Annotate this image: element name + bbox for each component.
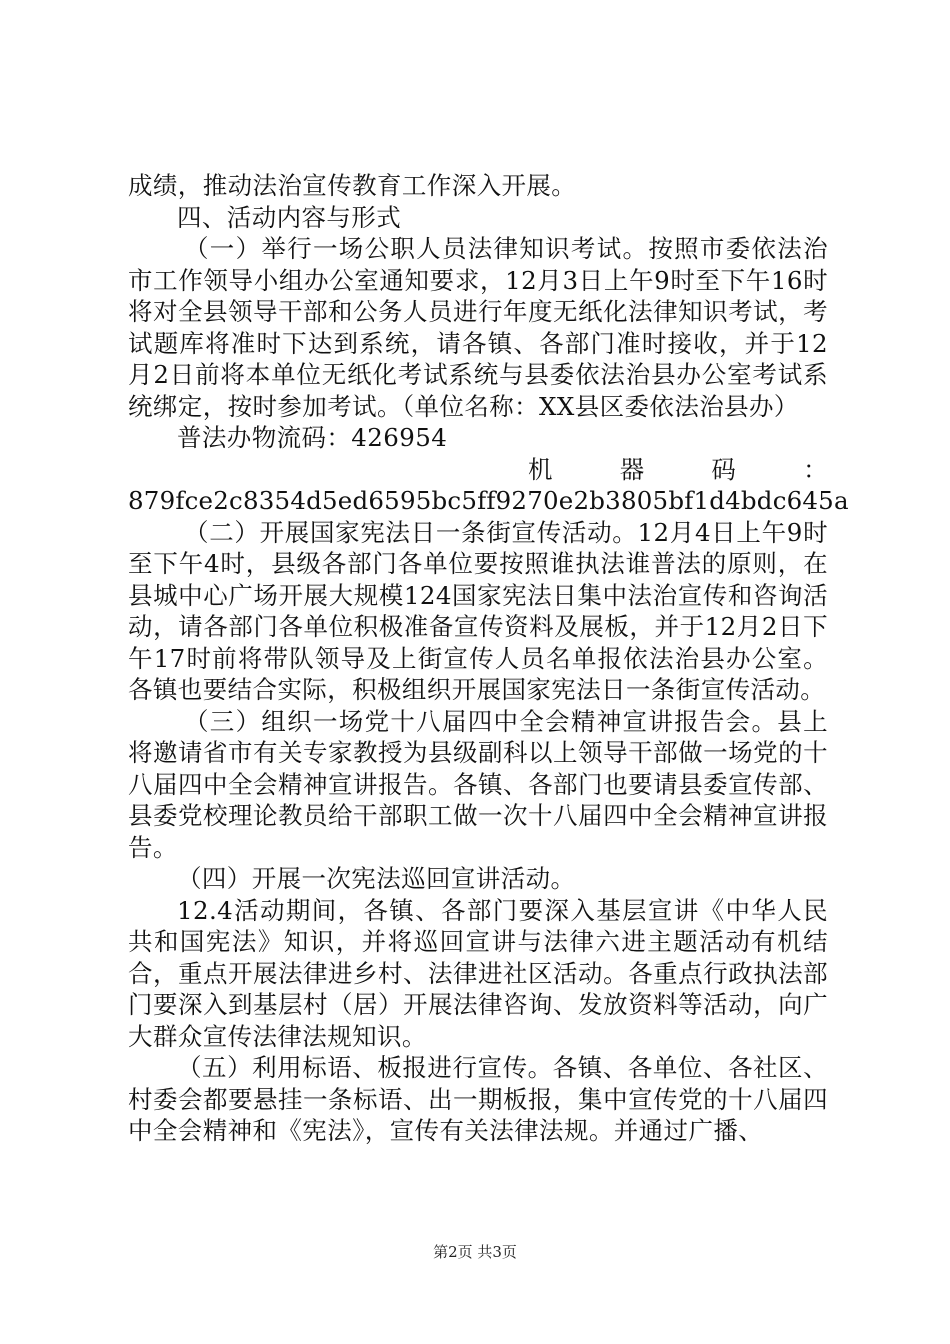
document-body xyxy=(128,170,849,1147)
paragraph-item-1: （一）举行一场公职人员法律知识考试。按照市委依法治市工作领导小组办公室通知要求，12月3日上午9时至下午16时将对全县领导干部和公务人员进行年度无纸化法律知识考试，考试题库将准时下达到系统，请各镇、各部门准时接收，并于12月2日前将本单位无纸化考试系统与县委依法治县办公室考试系统绑定，按时参加考试。（单位名称：XX县区委依法治县办） xyxy=(128,234,828,421)
paragraph-item-2: （二）开展国家宪法日一条街宣传活动。12月4日上午9时至下午4时，县级各部门各单位要按照谁执法谁普法的原则，在县城中心广场开展大规模124国家宪法日集中法治宣传和咨询活动，请各部门各单位积极准备宣传资料及展板，并于12月2日下午17时前将带队领导及上街宣传人员名单报依法治县办公室。各镇也要结合实际，积极组织开展国家宪法日一条街宣传活动。 xyxy=(128,517,828,704)
paragraph-item-4-detail: 12.4活动期间，各镇、各部门要深入基层宣讲《中华人民共和国宪法》知识，并将巡回宣讲与法律六进主题活动有机结合，重点开展法律进乡村、法律进社区活动。各重点行政执法部门要深入到基层村（居）开展法律咨询、发放资料等活动，向广大群众宣传法律法规知识。 xyxy=(128,895,828,1051)
paragraph-item-3: （三）组织一场党十八届四中全会精神宣讲报告会。县上将邀请省市有关专家教授为县级副科以上领导干部做一场党的十八届四中全会精神宣讲报告。各镇、各部门也要请县委宣传部、县委党校理论教员给干部职工做一次十八届四中全会精神宣讲报告。 xyxy=(128,706,828,862)
logistics-code-line: 普法办物流码：426954 xyxy=(177,423,448,452)
machine-code-label xyxy=(128,454,828,486)
machine-code-label-char: 器 xyxy=(619,454,645,484)
page-footer: 第2页 共3页 xyxy=(433,1243,517,1261)
machine-code-label-char: 码 xyxy=(711,454,737,484)
paragraph-item-5: （五）利用标语、板报进行宣传。各镇、各单位、各社区、村委会都要悬挂一条标语、出一期板报，集中宣传党的十八届四中全会精神和《宪法》，宣传有关法律法规。并通过广播、 xyxy=(128,1053,828,1145)
machine-code-label-char: ： xyxy=(803,454,828,484)
section-heading: 四、活动内容与形式 xyxy=(177,202,402,232)
paragraph-item-4: （四）开展一次宪法巡回宣讲活动。 xyxy=(177,864,576,893)
machine-code-label-char: 机 xyxy=(528,454,553,484)
machine-code-value: 879fce2c8354d5ed6595bc5ff9270e2b3805bf1d4bdc645a xyxy=(128,486,849,515)
paragraph-continuation: 成绩，推动法治宣传教育工作深入开展。 xyxy=(128,171,577,200)
